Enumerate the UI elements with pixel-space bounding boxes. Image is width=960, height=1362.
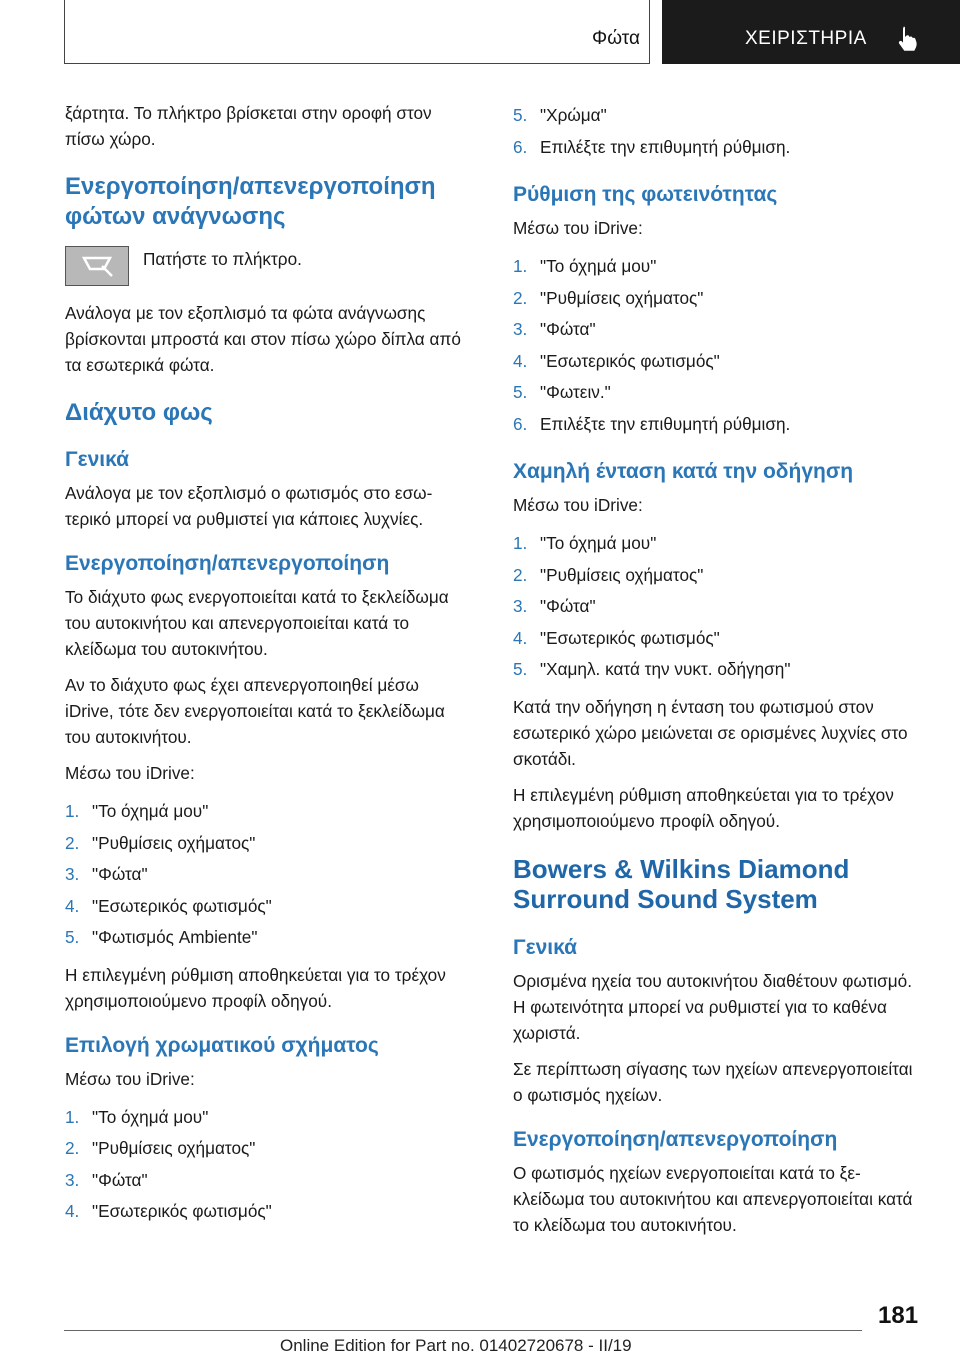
left-column: [65, 100, 465, 1236]
step-text: "Φώτα": [92, 864, 148, 884]
list-item: [513, 377, 923, 409]
reading-light-icon: [66, 247, 128, 285]
list-item: [513, 251, 923, 283]
page-number: 181: [878, 1302, 919, 1329]
step-text: Επιλέξτε την επιθυμητή ρύθμιση.: [540, 413, 791, 434]
step-number: 1.: [65, 1106, 80, 1127]
step-number: 5.: [513, 105, 528, 125]
step-number: 3.: [65, 1169, 80, 1190]
paragraph: Το διάχυτο φως ενεργοποιείται κατά το ξεκλείδωμα του αυτοκινήτου και απενεργοποιείται κατά το κλείδωμα του αυτοκινήτου.: [65, 587, 449, 659]
step-number: 3.: [513, 596, 528, 616]
step-number: 4.: [65, 1201, 80, 1221]
step-number: 1.: [513, 256, 528, 276]
list-item: [513, 132, 923, 164]
list-item: [513, 560, 923, 592]
list-item: [65, 891, 465, 923]
list-item: [513, 528, 923, 560]
list-item: [513, 623, 923, 655]
step-text: "Το όχημά μου": [540, 256, 657, 276]
step-text: "Ρυθμίσεις οχήματος": [540, 287, 704, 308]
heading-general: Γενικά: [65, 448, 130, 471]
step-number: 4.: [513, 627, 528, 648]
step-number: 4.: [513, 350, 528, 371]
step-text: "Χαμηλ. κατά την νυκτ. οδήγηση": [540, 659, 791, 679]
steps-list: [65, 796, 465, 954]
step-text: "Ρυθμίσεις οχήματος": [540, 564, 704, 585]
heading-on-off: Ενεργοποίηση/απενεργοποίηση: [65, 552, 390, 575]
step-number: 4.: [65, 895, 80, 916]
paragraph: ξάρτητα. Το πλήκτρο βρίσκεται στην οροφή στον πίσω χώρο.: [65, 103, 432, 149]
paragraph: Ανάλογα με τον εξοπλισμό τα φώτα ανάγνωσης βρίσκονται μπροστά και στον πίσω χώρο δίπλα από τα εσωτερικά φώτα.: [65, 303, 461, 375]
paragraph: Η επιλεγμένη ρύθμιση αποθηκεύεται για το τρέχον χρησιμοποιούμενο προφίλ οδηγού.: [513, 784, 894, 831]
paragraph: Κατά την οδήγηση η ένταση του φωτισμού στον εσωτερικό χώρο μειώνεται σε ορισμένες λυχνίες στο σκοτάδι.: [513, 696, 908, 769]
list-item: [513, 283, 923, 315]
step-number: 3.: [513, 319, 528, 339]
heading-on-off: Ενεργοποίηση/απενεργοποίηση: [513, 1127, 838, 1151]
step-text: "Ρυθμίσεις οχήματος": [92, 1138, 256, 1158]
edition-text: Online Edition for Part no. 01402720678 - II/19: [280, 1336, 632, 1355]
list-item: [513, 346, 923, 378]
step-text: "Το όχημά μου": [540, 533, 657, 553]
list-item: [65, 922, 465, 954]
via-idrive-text: Μέσω του iDrive:: [513, 218, 643, 238]
chapter-title: ΧΕΙΡΙΣΤΗΡΙΑ: [745, 28, 867, 49]
paragraph: Ο φωτισμός ηχείων ενεργοποιείται κατά το ξεκλείδωμα του αυτοκινήτου και απενεργοποιείται κατά το κλείδωμα του αυτοκινήτου.: [513, 1162, 913, 1235]
list-item: [513, 314, 923, 346]
step-text: Επιλέξτε την επιθυμητή ρύθμιση.: [540, 136, 791, 157]
paragraph: Η επιλεγμένη ρύθμιση αποθηκεύεται για το τρέχον χρησιμοποιούμενο προφίλ οδηγού.: [65, 964, 446, 1011]
via-idrive-text: Μέσω του iDrive:: [513, 495, 643, 515]
press-button-text: Πατήστε το πλήκτρο.: [143, 249, 302, 269]
heading-bowers-wilkins: Bowers & Wilkins Diamond Surround Sound System: [513, 853, 850, 914]
step-text: "Εσωτερικός φωτισμός": [92, 895, 272, 916]
paragraph: Σε περίπτωση σίγασης των ηχείων απενεργοποιείται ο φωτισμός ηχείων.: [513, 1058, 913, 1105]
paragraph: Αν το διάχυτο φως έχει απενεργοποιηθεί μέσω iDrive, τότε δεν ενεργοποιείται κατά το ξεκλείδωμα του αυτοκινήτου.: [65, 675, 445, 747]
list-item: [65, 1102, 465, 1134]
via-idrive-text: Μέσω του iDrive:: [65, 1068, 195, 1089]
steps-list: [65, 1102, 465, 1228]
step-number: 5.: [513, 659, 528, 679]
step-text: "Φωτειν.": [540, 382, 611, 402]
step-number: 6.: [513, 136, 528, 157]
step-number: 6.: [513, 413, 528, 434]
steps-list: [513, 528, 923, 686]
step-text: "Φώτα": [92, 1169, 148, 1190]
list-item: [65, 859, 465, 891]
heading-brightness: Ρύθμιση της φωτεινότητας: [513, 183, 778, 206]
via-idrive-text: Μέσω του iDrive:: [65, 763, 195, 783]
heading-general: Γενικά: [513, 935, 578, 959]
step-text: "Φώτα": [540, 319, 596, 339]
step-number: 2.: [513, 564, 528, 585]
step-number: 2.: [65, 832, 80, 853]
list-item: [513, 591, 923, 623]
heading-color-scheme: Επιλογή χρωματικού σχήματος: [65, 1033, 379, 1057]
step-text: "Εσωτερικός φωτισμός": [540, 627, 720, 648]
list-item: [513, 100, 923, 132]
steps-list: [513, 100, 923, 163]
step-text: "Φώτα": [540, 596, 596, 616]
heading-low-intensity: Χαμηλή ένταση κατά την οδήγηση: [513, 460, 854, 483]
step-number: 1.: [65, 801, 80, 821]
step-text: "Το όχημά μου": [92, 1106, 209, 1127]
section-title: Φώτα: [592, 28, 640, 49]
paragraph: Ορισμένα ηχεία του αυτοκινήτου διαθέτουν φωτισμό. Η φωτεινότητα μπορεί να ρυθμιστεί για το καθένα χωριστά.: [513, 970, 912, 1043]
step-number: 3.: [65, 864, 80, 884]
paragraph: Ανάλογα με τον εξοπλισμό ο φωτισμός στο εσωτερικό μπορεί να ρυθμιστεί για κάποιες λυχνίες.: [65, 483, 433, 529]
button-instruction: [65, 246, 465, 286]
step-number: 5.: [513, 382, 528, 402]
step-text: "Χρώμα": [540, 105, 607, 125]
right-column: [513, 100, 923, 1248]
step-text: "Ρυθμίσεις οχήματος": [92, 832, 256, 853]
reading-light-button-image: [65, 246, 129, 286]
step-number: 2.: [65, 1138, 80, 1158]
heading-reading-lights: Ενεργοποίηση/απενεργοποίηση φώτων ανάγνωσης: [65, 173, 436, 230]
step-number: 5.: [65, 927, 80, 947]
heading-ambient-light: Διάχυτο φως: [65, 399, 213, 426]
step-number: 1.: [513, 533, 528, 553]
step-text: "Εσωτερικός φωτισμός": [92, 1201, 272, 1221]
step-number: 2.: [513, 287, 528, 308]
list-item: [65, 796, 465, 828]
list-item: [65, 1196, 465, 1228]
step-text: "Εσωτερικός φωτισμός": [540, 350, 720, 371]
list-item: [513, 409, 923, 441]
steps-list: [513, 251, 923, 440]
list-item: [65, 828, 465, 860]
list-item: [65, 1133, 465, 1165]
list-item: [513, 654, 923, 686]
step-text: "Το όχημά μου": [92, 801, 209, 821]
list-item: [65, 1165, 465, 1197]
step-text: "Φωτισμός Ambiente": [92, 927, 258, 947]
footer-divider: [64, 1330, 862, 1331]
hand-pointer-icon: [894, 24, 920, 52]
